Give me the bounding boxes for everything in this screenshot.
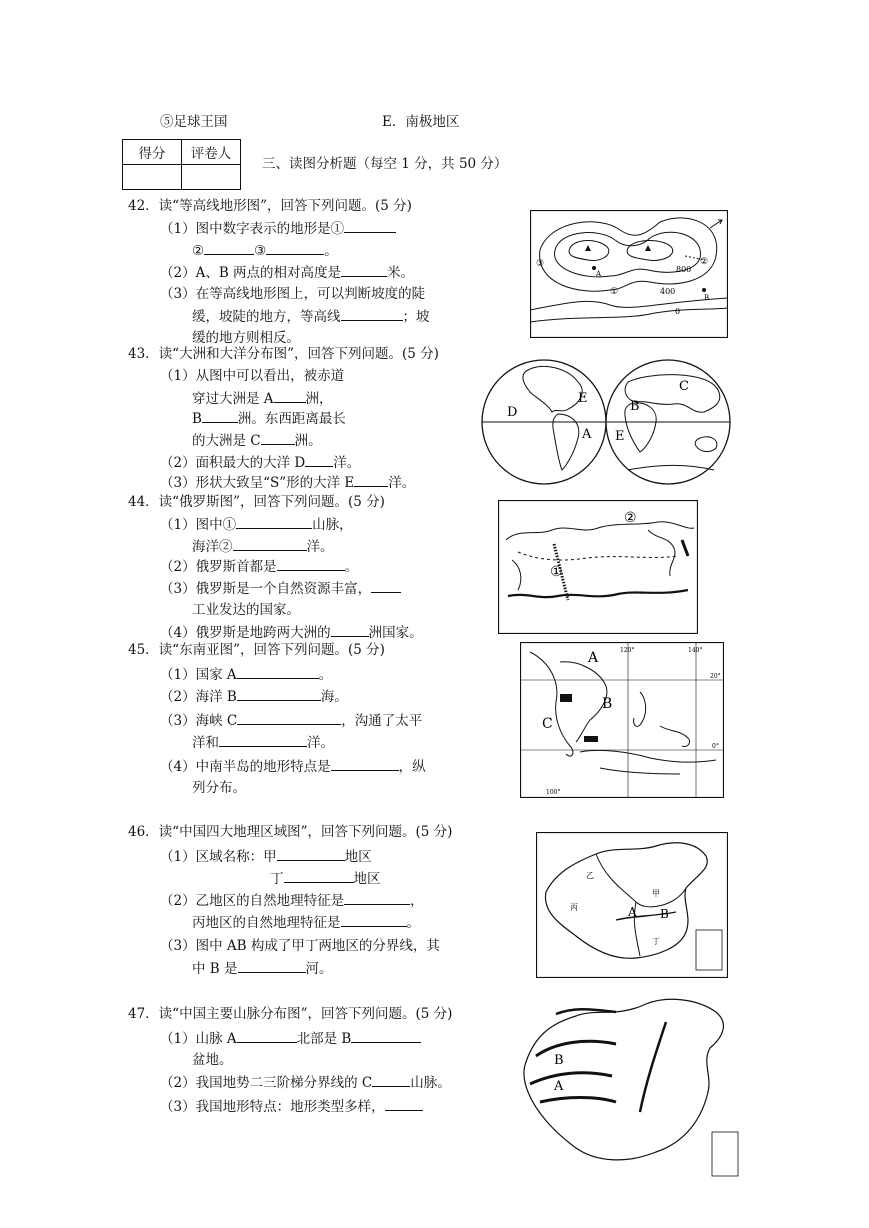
- q47-blank-2[interactable]: [351, 1028, 421, 1043]
- q46-line2: [270, 868, 381, 889]
- q45-line3: [160, 710, 422, 731]
- q43-blank-5[interactable]: [354, 472, 388, 487]
- contour-map-figure: [530, 210, 728, 338]
- q46-line1: [160, 846, 372, 867]
- continents-map: [478, 352, 740, 492]
- q45-blank-4[interactable]: [219, 732, 307, 747]
- q44-l4: （3）俄罗斯是一个自然资源丰富，: [160, 581, 372, 597]
- globe-label-a: A: [582, 427, 592, 442]
- q46-l2a: 丁: [270, 871, 284, 887]
- se-asia-map: [520, 642, 724, 798]
- section-title: 三、读图分析题（每空 1 分，共 50 分）: [262, 156, 508, 172]
- score-header: 得分: [123, 140, 182, 165]
- region-ding: 丁: [652, 937, 660, 946]
- contour-num-3: ③: [536, 259, 545, 269]
- q42-blank-4[interactable]: [341, 262, 387, 277]
- contour-num-1: ①: [610, 287, 619, 297]
- q47-line1: [160, 1028, 421, 1049]
- seasia-lat-0: 0°: [712, 743, 719, 750]
- q42-line5: [192, 306, 430, 327]
- q44-line2: [192, 536, 334, 557]
- mountain-label-a: A: [554, 1079, 564, 1094]
- q45-l3a: （3）海峡 C: [160, 713, 238, 729]
- q46-l3b: ，: [410, 893, 424, 909]
- q45-blank-2[interactable]: [237, 686, 321, 701]
- q45-l1b: 。: [318, 667, 333, 683]
- q45-l1a: （1）国家 A: [160, 667, 237, 683]
- q44-line1: [160, 514, 353, 535]
- se-asia-map-figure: [520, 642, 724, 798]
- q46-line6: [192, 958, 333, 979]
- contour-num-2: ②: [700, 257, 709, 267]
- seasia-lon-100: 100°: [546, 789, 561, 796]
- continents-map-figure: [478, 352, 740, 492]
- q42-line6: 缓的地方则相反。: [192, 330, 300, 346]
- option-5-text: ⑤足球王国: [160, 114, 228, 130]
- q43-blank-2[interactable]: [202, 408, 238, 423]
- q45-stem: 45．读“东南亚图”，回答下列问题。(5 分): [128, 642, 385, 658]
- q44-l3b: 。: [344, 559, 359, 575]
- q45-l3b: ，沟通了太平: [341, 713, 423, 729]
- q44-l2a: 海洋②: [192, 539, 233, 555]
- russia-label-2: ②: [624, 510, 637, 526]
- q43-stem: 43．读“大洲和大洋分布图”，回答下列问题。(5 分): [128, 346, 439, 362]
- q47-stem: 47．读“中国主要山脉分布图”，回答下列问题。(5 分): [128, 1006, 453, 1022]
- q47-l4: （3）我国地形特点：地形类型多样，: [160, 1099, 385, 1115]
- q45-line2: [160, 686, 348, 707]
- q45-l2b: 海。: [320, 689, 348, 705]
- q43-blank-1[interactable]: [274, 388, 306, 403]
- score-table: [122, 139, 241, 190]
- q47-line2: 盆地。: [192, 1052, 233, 1068]
- q45-l5a: （4）中南半岛的地形特点是: [160, 759, 331, 775]
- contour-400: 400: [660, 287, 676, 296]
- q43-line5: [160, 452, 360, 473]
- region-label-a: A: [628, 905, 637, 919]
- q42-l4b: ；坡: [402, 309, 430, 325]
- russia-map: [498, 500, 698, 634]
- q46-l1b: 地区: [344, 849, 372, 865]
- q44-l3a: （2）俄罗斯首都是: [160, 559, 277, 575]
- q45-blank-1[interactable]: [237, 664, 319, 679]
- q42-blank-5[interactable]: [341, 306, 403, 321]
- q42-blank-1[interactable]: [344, 218, 396, 233]
- q42-line1: [160, 218, 396, 239]
- q43-l3b: 洲。东西距离最长: [237, 411, 346, 427]
- q44-blank-3[interactable]: [277, 556, 345, 571]
- q46-line3: [160, 890, 424, 911]
- q43-l3a: B: [192, 411, 202, 427]
- russia-map-figure: [498, 500, 698, 634]
- q45-l4a: 洋和: [192, 735, 219, 751]
- seasia-lat-20: 20°: [710, 673, 721, 680]
- q45-l4b: 洋。: [307, 735, 334, 751]
- q42-blank-2[interactable]: [204, 240, 254, 255]
- q44-stem: 44．读“俄罗斯图”，回答下列问题。(5 分): [128, 494, 385, 510]
- q42-l1a: （1）图中数字表示的地形是①: [160, 221, 345, 237]
- q43-l5b: 洋。: [333, 455, 361, 471]
- q42-l1c: ③: [254, 243, 267, 259]
- q44-l6b: 洲国家。: [368, 625, 423, 641]
- q47-blank-3[interactable]: [372, 1072, 410, 1087]
- seasia-label-c: C: [542, 716, 553, 732]
- q44-l1a: （1）图中①: [160, 517, 237, 533]
- contour-0: 0: [675, 307, 681, 316]
- q44-blank-5[interactable]: [331, 622, 369, 637]
- q43-line1: （1）从图中可以看出，被赤道: [160, 368, 345, 384]
- q46-blank-4[interactable]: [341, 912, 407, 927]
- q42-stem: 42．读“等高线地形图”，回答下列问题。(5 分): [128, 198, 412, 214]
- q46-l6a: 中 B 是: [192, 961, 238, 977]
- region-jia: 甲: [652, 889, 660, 898]
- china-regions-map-figure: [536, 832, 728, 978]
- q42-l1b: ②: [192, 243, 205, 259]
- q44-l1b: 山脉，: [312, 517, 353, 533]
- q45-line1: [160, 664, 332, 685]
- q47-l1b: 北部是 B: [296, 1031, 352, 1047]
- q46-l4a: 丙地区的自然地理特征是: [192, 915, 341, 931]
- contour-label-b: B: [704, 294, 710, 302]
- q42-l1d: 。: [324, 243, 338, 259]
- q46-blank-2[interactable]: [284, 868, 354, 883]
- contour-800: 800: [676, 265, 692, 274]
- q44-blank-1[interactable]: [236, 514, 312, 529]
- q44-blank-4[interactable]: [371, 578, 401, 593]
- score-cell[interactable]: [123, 165, 182, 190]
- q46-l2b: 地区: [353, 871, 381, 887]
- q42-l2a: （2）A、B 两点的相对高度是: [160, 265, 342, 281]
- q47-blank-4[interactable]: [385, 1096, 423, 1111]
- q45-blank-3[interactable]: [237, 710, 341, 725]
- seasia-label-a: A: [588, 650, 599, 666]
- globe-label-c: C: [679, 379, 689, 394]
- china-regions-map: [536, 832, 728, 978]
- q46-blank-5[interactable]: [238, 958, 306, 973]
- q47-l3a: （2）我国地势二三阶梯分界线的 C: [160, 1075, 373, 1091]
- q44-line4: [160, 578, 401, 599]
- globe-label-b: B: [630, 399, 640, 414]
- q47-line3: [160, 1072, 451, 1093]
- q45-line4: [192, 732, 334, 753]
- grader-header: 评卷人: [182, 140, 241, 165]
- region-yi: 乙: [586, 871, 594, 880]
- q43-blank-4[interactable]: [305, 452, 333, 467]
- q43-l5a: （2）面积最大的大洋 D: [160, 455, 306, 471]
- q43-l6a: （3）形状大致呈“S”形的大洋 E: [160, 475, 355, 491]
- russia-label-1: ①: [550, 564, 563, 580]
- q46-line5: （3）图中 AB 构成了甲丁两地区的分界线，其: [160, 938, 440, 954]
- q43-l2b: 洲，: [305, 391, 333, 407]
- region-bing: 丙: [570, 903, 578, 912]
- globe-label-e2: E: [615, 429, 625, 444]
- china-mountains-map-figure: [516, 992, 742, 1182]
- q46-l1a: （1）区域名称：甲: [160, 849, 277, 865]
- q42-l4a: 缓，坡陡的地方，等高线: [192, 309, 341, 325]
- q42-l2b: 米。: [387, 265, 415, 281]
- q43-line3: [192, 408, 346, 429]
- contour-map: [530, 210, 728, 338]
- q44-l6a: （4）俄罗斯是地跨两大洲的: [160, 625, 331, 641]
- q42-line3: [160, 262, 414, 283]
- q44-blank-2[interactable]: [233, 536, 307, 551]
- q47-l1a: （1）山脉 A: [160, 1031, 237, 1047]
- q42-line2: [192, 240, 338, 261]
- q43-l2a: 穿过大洲是 A: [192, 391, 274, 407]
- china-mountains-map: [516, 992, 742, 1182]
- seasia-lon-120: 120°: [620, 647, 635, 654]
- q46-blank-3[interactable]: [344, 890, 410, 905]
- q43-line2: [192, 388, 333, 409]
- contour-label-a: A: [596, 270, 602, 278]
- mountain-label-b: B: [554, 1053, 564, 1068]
- q47-blank-1[interactable]: [237, 1028, 297, 1043]
- q42-blank-3[interactable]: [266, 240, 324, 255]
- option-e-text: E．南极地区: [382, 114, 460, 130]
- seasia-label-b: B: [602, 696, 613, 712]
- seasia-lon-140: 140°: [688, 647, 703, 654]
- q46-line4: [192, 912, 420, 933]
- q45-l5b: ，纵: [398, 759, 426, 775]
- q46-stem: 46．读“中国四大地理区域图”，回答下列问题。(5 分): [128, 824, 453, 840]
- q42-line4: （3）在等高线地形图上，可以判断坡度的陡: [160, 286, 426, 302]
- q45-line6: 列分布。: [192, 780, 246, 796]
- q45-blank-5[interactable]: [331, 756, 399, 771]
- q47-l3b: 山脉。: [410, 1075, 451, 1091]
- q45-l2a: （2）海洋 B: [160, 689, 237, 705]
- q46-l4b: 。: [406, 915, 420, 931]
- q44-l2b: 洋。: [306, 539, 334, 555]
- q43-line6: [160, 472, 415, 493]
- q43-line4: [192, 430, 322, 451]
- q45-line5: [160, 756, 426, 777]
- q43-blank-3[interactable]: [261, 430, 295, 445]
- globe-label-d: D: [507, 405, 518, 420]
- q43-l4b: 洲。: [294, 433, 322, 449]
- q46-l6b: 河。: [305, 961, 333, 977]
- q43-l4a: 的大洲是 C: [192, 433, 261, 449]
- q47-line4: [160, 1096, 423, 1117]
- grader-cell[interactable]: [182, 165, 241, 190]
- q44-line3: [160, 556, 358, 577]
- q46-l3a: （2）乙地区的自然地理特征是: [160, 893, 345, 909]
- globe-label-e1: E: [578, 391, 588, 406]
- q44-line5: 工业发达的国家。: [192, 602, 300, 618]
- q43-l6b: 洋。: [388, 475, 416, 491]
- region-label-b: B: [660, 907, 669, 921]
- q46-blank-1[interactable]: [277, 846, 345, 861]
